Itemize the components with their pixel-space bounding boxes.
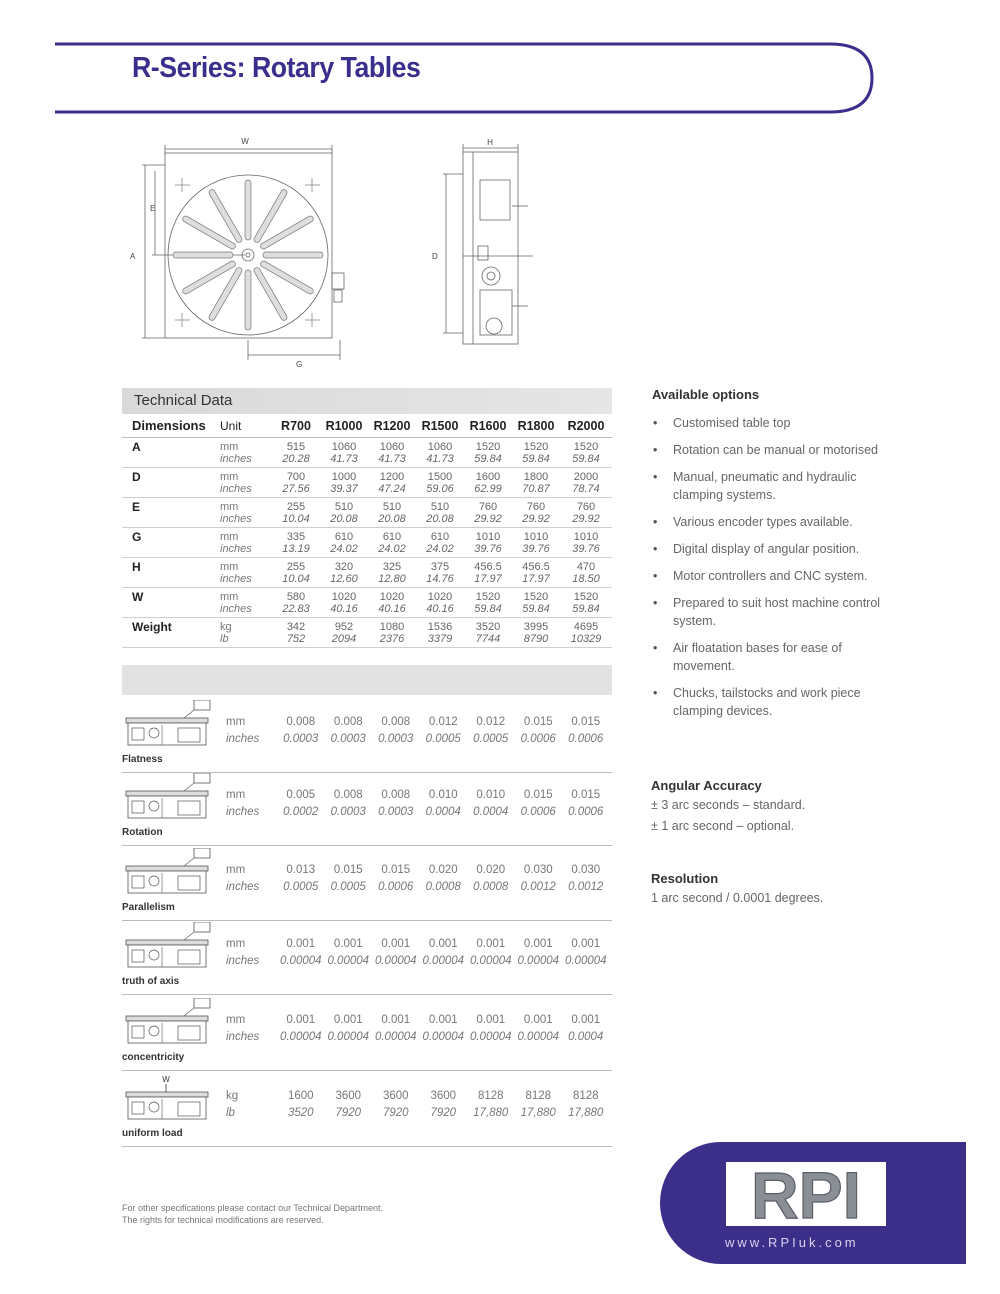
accuracy-values — [277, 714, 610, 748]
dimension-value: 760 29.92 — [464, 498, 512, 528]
accuracy-value: 0.00004 — [279, 1031, 322, 1043]
accuracy-value: 0.001 — [286, 1014, 316, 1026]
dimension-value: 1020 40.16 — [416, 588, 464, 618]
accuracy-value: 0.0003 — [283, 733, 319, 745]
accuracy-value: 0.008 — [381, 716, 411, 728]
option-item: • Chucks, tailstocks and work piece clamping devices. — [650, 684, 890, 720]
accuracy-value: 0.0002 — [283, 806, 319, 818]
dimension-value: 1520 59.84 — [512, 588, 560, 618]
dimension-value: 1520 59.84 — [512, 438, 560, 468]
accuracy-value: 8128 — [525, 1090, 552, 1102]
measurement-diagram-icon — [124, 922, 220, 970]
accuracy-value: 3600 — [430, 1090, 457, 1102]
dimension-label: W — [122, 588, 216, 618]
col-model: R1200 — [368, 416, 416, 438]
measurement-diagram-icon — [124, 998, 220, 1046]
accuracy-value: 0.030 — [523, 864, 553, 876]
dimension-row — [122, 438, 612, 468]
dimension-value: 4695 10329 — [560, 618, 612, 648]
accuracy-value: 0.00004 — [327, 1031, 370, 1043]
dimension-value: 1520 59.84 — [560, 588, 612, 618]
accuracy-value: 0.0006 — [520, 806, 556, 818]
dimension-value: 610 24.02 — [368, 528, 416, 558]
col-model: R2000 — [560, 416, 612, 438]
accuracy-values — [277, 787, 610, 821]
accuracy-value: 0.010 — [428, 789, 458, 801]
dimension-value: 580 22.83 — [272, 588, 320, 618]
accuracy-header-bar — [122, 665, 612, 695]
accuracy-value: 0.00004 — [517, 955, 560, 967]
measurement-diagram-icon — [124, 1074, 220, 1122]
accuracy-label: Rotation — [122, 827, 163, 838]
dimension-value: 1500 59.06 — [416, 468, 464, 498]
angular-accuracy-standard: ± 3 arc seconds – standard. — [651, 798, 806, 812]
dimension-value: 1080 2376 — [368, 618, 416, 648]
dimension-value: 510 20.08 — [320, 498, 368, 528]
dim-label-a: A — [130, 252, 136, 261]
dimension-row — [122, 558, 612, 588]
accuracy-value: 0.0005 — [283, 881, 319, 893]
page-title: R-Series: Rotary Tables — [132, 52, 421, 84]
accuracy-value: 0.015 — [571, 789, 601, 801]
accuracy-label: Flatness — [122, 754, 163, 765]
col-model: R700 — [272, 416, 320, 438]
dimension-value: 610 24.02 — [320, 528, 368, 558]
accuracy-row — [122, 922, 612, 995]
accuracy-value: 0.0006 — [568, 806, 604, 818]
accuracy-value: 0.020 — [428, 864, 458, 876]
dimension-value: 320 12.60 — [320, 558, 368, 588]
accuracy-label: uniform load — [122, 1128, 183, 1139]
resolution-heading: Resolution — [651, 871, 719, 886]
accuracy-value: 0.0012 — [568, 881, 604, 893]
accuracy-value: 17,880 — [473, 1107, 509, 1119]
accuracy-value: 0.001 — [428, 938, 458, 950]
accuracy-value: 0.0003 — [378, 733, 414, 745]
accuracy-value: 3600 — [335, 1090, 362, 1102]
dimension-row — [122, 588, 612, 618]
top-view-drawing — [120, 135, 360, 370]
dimension-row — [122, 468, 612, 498]
options-list — [650, 414, 890, 729]
accuracy-value: 0.00004 — [422, 1031, 465, 1043]
accuracy-value: 0.0006 — [378, 881, 414, 893]
dimension-value: 255 10.04 — [272, 558, 320, 588]
accuracy-unit: mm inches — [226, 789, 260, 818]
accuracy-unit: mm inches — [226, 716, 260, 745]
accuracy-value: 17,880 — [568, 1107, 604, 1119]
technical-data-header: Technical Data — [122, 388, 612, 414]
dimension-value: 1060 41.73 — [368, 438, 416, 468]
dimension-label: D — [122, 468, 216, 498]
accuracy-value: 7920 — [335, 1107, 362, 1119]
accuracy-value: 0.013 — [286, 864, 316, 876]
accuracy-value: 0.001 — [381, 938, 411, 950]
accuracy-value: 0.00004 — [374, 955, 417, 967]
accuracy-label: truth of axis — [122, 976, 180, 987]
accuracy-unit: kg lb — [226, 1090, 239, 1119]
accuracy-value: 0.0008 — [473, 881, 509, 893]
side-view-drawing — [428, 138, 538, 350]
accuracy-value: 0.008 — [333, 716, 363, 728]
dimension-value: 1010 39.76 — [512, 528, 560, 558]
option-item: • Customised table top — [650, 414, 890, 432]
dimension-unit: mm inches — [216, 498, 272, 528]
dimension-unit: kg lb — [216, 618, 272, 648]
dimension-value: 1000 39.37 — [320, 468, 368, 498]
col-model: R1600 — [464, 416, 512, 438]
col-dimensions: Dimensions — [122, 416, 216, 438]
accuracy-row — [122, 773, 612, 846]
accuracy-value: 0.0008 — [425, 881, 461, 893]
accuracy-value: 0.001 — [523, 1014, 553, 1026]
dimension-row — [122, 528, 612, 558]
accuracy-value: 17,880 — [520, 1107, 556, 1119]
accuracy-value: 0.008 — [286, 716, 316, 728]
dimension-value: 1520 59.84 — [560, 438, 612, 468]
dimension-value: 325 12.80 — [368, 558, 416, 588]
accuracy-value: 0.00004 — [422, 955, 465, 967]
angular-accuracy-heading: Angular Accuracy — [651, 778, 762, 793]
option-item: • Digital display of angular position. — [650, 540, 890, 558]
dimension-value: 1200 47.24 — [368, 468, 416, 498]
col-model: R1800 — [512, 416, 560, 438]
accuracy-value: 0.012 — [428, 716, 458, 728]
accuracy-value: 0.0003 — [378, 806, 414, 818]
dimension-label: Weight — [122, 618, 216, 648]
footer-line-2: The rights for technical modifications are reserved. — [122, 1215, 324, 1225]
dimension-value: 760 29.92 — [512, 498, 560, 528]
accuracy-value: 0.001 — [286, 938, 316, 950]
accuracy-value: 0.030 — [571, 864, 601, 876]
resolution-text: 1 arc second / 0.0001 degrees. — [651, 891, 824, 905]
accuracy-value: 0.015 — [523, 789, 553, 801]
measurement-diagram-icon — [124, 773, 220, 821]
accuracy-value: 8128 — [572, 1090, 599, 1102]
option-item: • Manual, pneumatic and hydraulic clamping systems. — [650, 468, 890, 504]
brand-url: www.RPIuk.com — [725, 1235, 859, 1250]
measurement-diagram-icon — [124, 848, 220, 896]
accuracy-value: 0.0005 — [473, 733, 509, 745]
dimension-value: 3520 7744 — [464, 618, 512, 648]
accuracy-row — [122, 1074, 612, 1147]
accuracy-value: 0.00004 — [327, 955, 370, 967]
dimension-value: 1060 41.73 — [320, 438, 368, 468]
accuracy-value: 0.015 — [571, 716, 601, 728]
accuracy-value: 0.00004 — [564, 955, 607, 967]
accuracy-value: 0.0005 — [330, 881, 366, 893]
accuracy-value: 0.0004 — [425, 806, 461, 818]
dimension-label: A — [122, 438, 216, 468]
col-unit: Unit — [216, 416, 272, 438]
accuracy-unit: mm inches — [226, 864, 260, 893]
dim-label-w: W — [241, 137, 249, 146]
accuracy-value: 0.010 — [476, 789, 506, 801]
accuracy-row — [122, 848, 612, 921]
accuracy-value: 0.020 — [476, 864, 506, 876]
accuracy-value: 0.0004 — [473, 806, 509, 818]
accuracy-value: 0.001 — [523, 938, 553, 950]
rpi-logo — [726, 1162, 886, 1226]
dimension-value: 952 2094 — [320, 618, 368, 648]
dimension-value: 1020 40.16 — [368, 588, 416, 618]
accuracy-value: 0.008 — [381, 789, 411, 801]
dimension-unit: mm inches — [216, 468, 272, 498]
dimensions-table — [122, 416, 612, 648]
dimension-row — [122, 498, 612, 528]
accuracy-value: 0.008 — [333, 789, 363, 801]
options-heading: Available options — [652, 387, 760, 402]
dimension-value: 470 18.50 — [560, 558, 612, 588]
dimension-value: 335 13.19 — [272, 528, 320, 558]
accuracy-value: 3520 — [287, 1107, 314, 1119]
accuracy-values — [277, 862, 610, 896]
accuracy-unit: mm inches — [226, 938, 260, 967]
dimension-unit: mm inches — [216, 558, 272, 588]
dimension-unit: mm inches — [216, 588, 272, 618]
accuracy-value: 0.00004 — [517, 1031, 560, 1043]
accuracy-value: 0.0003 — [330, 733, 366, 745]
dimension-unit: mm inches — [216, 528, 272, 558]
accuracy-value: 0.001 — [571, 938, 601, 950]
accuracy-row — [122, 700, 612, 773]
dimension-value: 456.5 17.97 — [512, 558, 560, 588]
accuracy-value: 0.001 — [333, 938, 363, 950]
accuracy-value: 0.00004 — [469, 955, 512, 967]
accuracy-values — [277, 936, 610, 970]
dimension-value: 255 10.04 — [272, 498, 320, 528]
dimension-value: 515 20.28 — [272, 438, 320, 468]
dimension-value: 375 14.76 — [416, 558, 464, 588]
dimension-unit: mm inches — [216, 438, 272, 468]
dimension-value: 3995 8790 — [512, 618, 560, 648]
dimension-value: 1600 62.99 — [464, 468, 512, 498]
accuracy-value: 7920 — [382, 1107, 409, 1119]
accuracy-value: 0.001 — [571, 1014, 601, 1026]
option-item: • Various encoder types available. — [650, 513, 890, 531]
option-item: • Prepared to suit host machine control system. — [650, 594, 890, 630]
accuracy-value: 0.012 — [476, 716, 506, 728]
accuracy-value: 0.00004 — [279, 955, 322, 967]
dimension-value: 610 24.02 — [416, 528, 464, 558]
dimension-value: 1520 59.84 — [464, 438, 512, 468]
svg-text:W: W — [162, 1075, 170, 1084]
accuracy-value: 0.00004 — [469, 1031, 512, 1043]
accuracy-value: 0.001 — [381, 1014, 411, 1026]
option-item: • Rotation can be manual or motorised — [650, 441, 890, 459]
dimension-label: E — [122, 498, 216, 528]
dim-label-e: E — [150, 204, 156, 213]
rpi-logo-text: RPI — [750, 1162, 862, 1226]
accuracy-values — [277, 1012, 610, 1046]
dimension-value: 1020 40.16 — [320, 588, 368, 618]
dimension-label: G — [122, 528, 216, 558]
measurement-diagram-icon — [124, 700, 220, 748]
footer-note — [122, 1202, 383, 1226]
accuracy-value: 0.00004 — [374, 1031, 417, 1043]
dimension-value: 700 27.56 — [272, 468, 320, 498]
accuracy-row — [122, 998, 612, 1071]
accuracy-value: 8128 — [477, 1090, 504, 1102]
col-model: R1500 — [416, 416, 464, 438]
accuracy-value: 7920 — [430, 1107, 457, 1119]
dimension-value: 1520 59.84 — [464, 588, 512, 618]
dimension-value: 510 20.08 — [416, 498, 464, 528]
dimension-value: 510 20.08 — [368, 498, 416, 528]
option-item: • Air floatation bases for ease of movement. — [650, 639, 890, 675]
accuracy-unit: mm inches — [226, 1014, 260, 1043]
dimension-value: 1060 41.73 — [416, 438, 464, 468]
dim-label-d: D — [432, 252, 438, 261]
dimension-value: 1010 39.76 — [560, 528, 612, 558]
accuracy-label: concentricity — [122, 1052, 185, 1063]
dimensions-header-row — [122, 416, 612, 438]
dimension-value: 342 752 — [272, 618, 320, 648]
footer-line-1: For other specifications please contact our Technical Department. — [122, 1203, 383, 1213]
accuracy-value: 0.001 — [476, 938, 506, 950]
option-item: • Motor controllers and CNC system. — [650, 567, 890, 585]
accuracy-value: 0.0006 — [520, 733, 556, 745]
dimension-value: 1800 70.87 — [512, 468, 560, 498]
dimension-value: 760 29.92 — [560, 498, 612, 528]
dimension-value: 1010 39.76 — [464, 528, 512, 558]
accuracy-value: 0.001 — [333, 1014, 363, 1026]
accuracy-value: 0.015 — [381, 864, 411, 876]
accuracy-value: 0.001 — [476, 1014, 506, 1026]
accuracy-value: 0.0004 — [568, 1031, 604, 1043]
dimension-label: H — [122, 558, 216, 588]
dimension-value: 456.5 17.97 — [464, 558, 512, 588]
col-model: R1000 — [320, 416, 368, 438]
accuracy-value: 3600 — [382, 1090, 409, 1102]
dim-label-h: H — [487, 138, 493, 147]
accuracy-value: 0.015 — [523, 716, 553, 728]
accuracy-value: 0.0012 — [520, 881, 556, 893]
accuracy-values — [277, 1088, 610, 1122]
dimension-value: 2000 78.74 — [560, 468, 612, 498]
accuracy-value: 1600 — [287, 1090, 314, 1102]
accuracy-value: 0.005 — [286, 789, 316, 801]
accuracy-value: 0.0006 — [568, 733, 604, 745]
accuracy-value: 0.001 — [428, 1014, 458, 1026]
accuracy-value: 0.0003 — [330, 806, 366, 818]
accuracy-label: Parallelism — [122, 902, 175, 913]
angular-accuracy-optional: ± 1 arc second – optional. — [651, 819, 795, 833]
accuracy-value: 0.0005 — [425, 733, 461, 745]
dimension-row — [122, 618, 612, 648]
dimension-value: 1536 3379 — [416, 618, 464, 648]
accuracy-value: 0.015 — [333, 864, 363, 876]
dim-label-g: G — [296, 360, 303, 369]
